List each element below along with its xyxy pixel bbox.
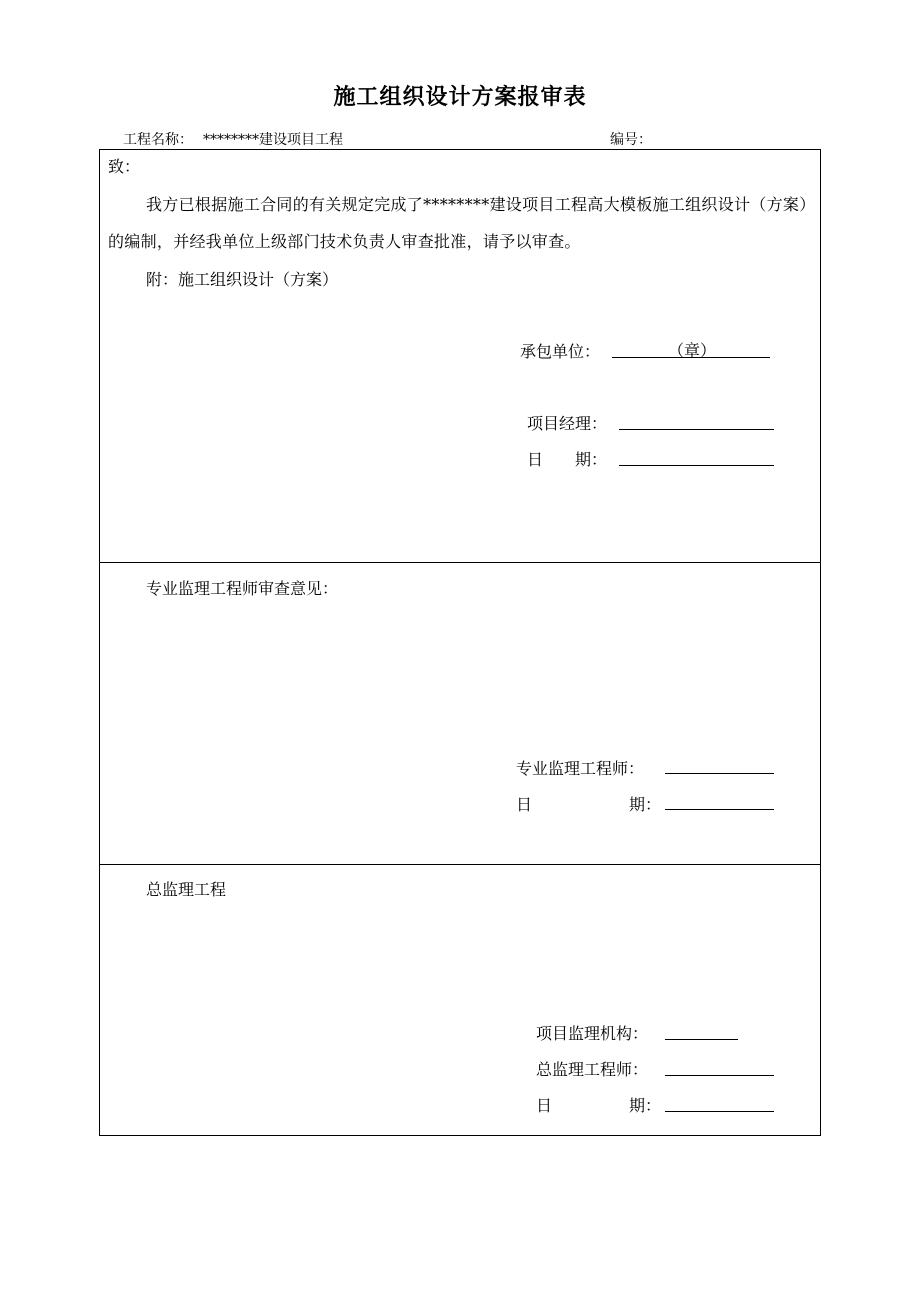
supervision-agency-line[interactable] xyxy=(665,1039,738,1040)
chief-date-label-left: 日 xyxy=(536,1096,553,1115)
section-divider xyxy=(100,562,820,563)
project-name-label: 工程名称： xyxy=(123,132,193,148)
chief-opinion-label: 总监理工程 xyxy=(146,880,227,899)
salutation: 致： xyxy=(108,157,141,176)
section-divider xyxy=(100,864,820,865)
contractor-label: 承包单位： xyxy=(520,342,601,361)
chief-engineer-signature-line[interactable] xyxy=(665,1075,774,1076)
submission-text: 我方已根据施工合同的有关规定完成了********建设项目工程高大模板施工组织设计（方案）的编制，并经我单位上级部门技术负责人审查批准，请予以审查。 xyxy=(108,195,808,251)
project-manager-label: 项目经理： xyxy=(527,414,608,433)
project-manager-signature-line[interactable] xyxy=(619,429,774,430)
engineer-date-label-right: 期： xyxy=(629,795,662,814)
form-title: 施工组织设计方案报审表 xyxy=(333,84,587,110)
engineer-date-line[interactable] xyxy=(665,809,774,810)
submission-date-label: 日 期： xyxy=(527,450,608,469)
supervision-agency-label: 项目监理机构： xyxy=(536,1024,649,1043)
serial-number-label: 编号： xyxy=(610,132,652,148)
chief-date-label-right: 期： xyxy=(629,1096,662,1115)
project-name-value: ********建设项目工程 xyxy=(203,132,343,148)
engineer-signature-label: 专业监理工程师： xyxy=(516,759,645,778)
seal-label: （章） xyxy=(668,341,717,360)
contractor-signature-line[interactable] xyxy=(612,357,770,358)
engineer-opinion-label: 专业监理工程师审查意见： xyxy=(146,579,339,598)
submission-date-line[interactable] xyxy=(619,465,774,466)
engineer-date-label-left: 日 xyxy=(516,795,533,814)
approval-form-table xyxy=(99,149,821,1136)
engineer-signature-line[interactable] xyxy=(665,773,774,774)
chief-date-line[interactable] xyxy=(665,1111,774,1112)
attachment-note: 附：施工组织设计（方案） xyxy=(146,270,339,289)
chief-engineer-label: 总监理工程师： xyxy=(536,1060,649,1079)
